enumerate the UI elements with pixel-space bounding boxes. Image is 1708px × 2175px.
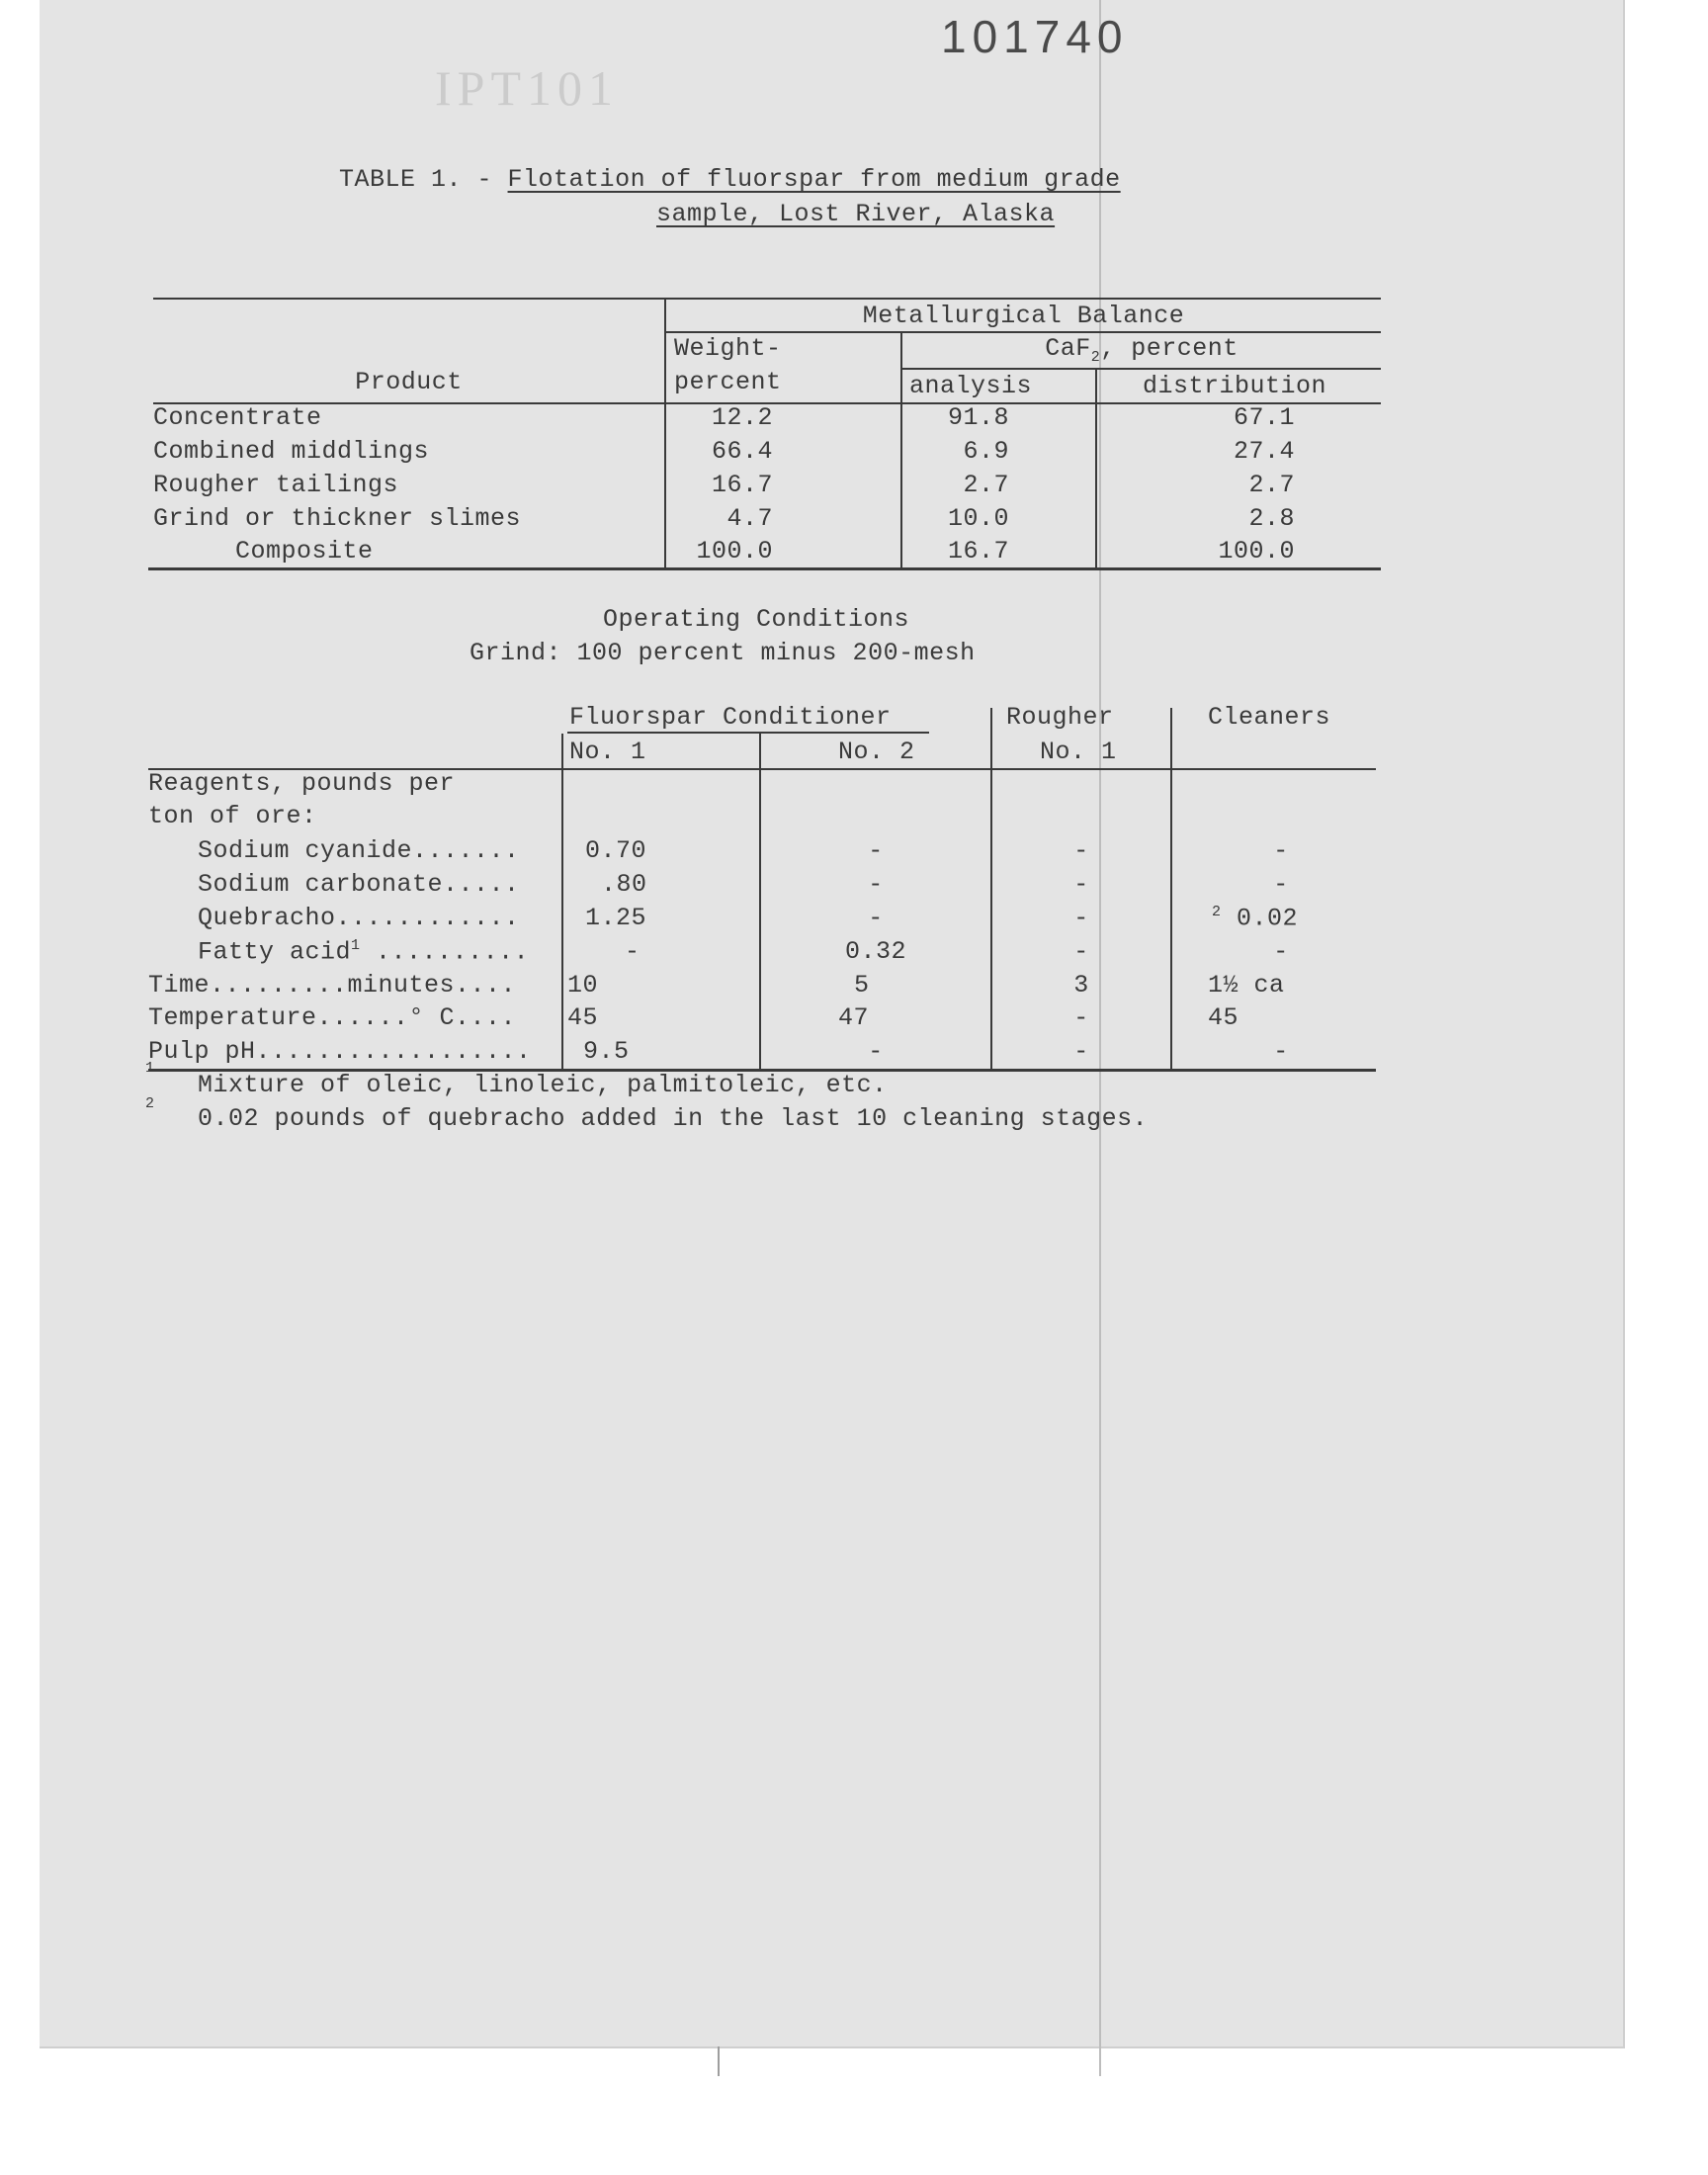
rougher-value: - bbox=[1073, 937, 1089, 966]
weight-header-line1: Weight- bbox=[674, 334, 782, 363]
rougher-value: - bbox=[1073, 1037, 1089, 1066]
rougher-value: - bbox=[1073, 870, 1089, 899]
fluorspar-conditioner-header: Fluorspar Conditioner bbox=[569, 703, 892, 732]
weight-value: 66.4 bbox=[711, 437, 773, 466]
weight-value: 16.7 bbox=[711, 471, 773, 499]
bleed-through-text: IPT101 bbox=[435, 60, 619, 116]
product-name: Composite bbox=[235, 537, 374, 566]
table-title bbox=[339, 165, 1121, 194]
cleaners-value: 45 bbox=[1208, 1003, 1239, 1032]
conditioner-no1-header: No. 1 bbox=[569, 738, 646, 766]
operating-conditions-heading: Operating Conditions bbox=[602, 605, 910, 634]
conditioner-no2-value: 47 bbox=[838, 1003, 870, 1032]
row-label: Fatty acid$^1$ .......... bbox=[198, 937, 530, 967]
weight-value: 12.2 bbox=[711, 403, 773, 432]
distribution-value: 100.0 bbox=[1218, 537, 1295, 566]
conditioner-no2-value: - bbox=[868, 904, 884, 932]
conditioner-no2-value: - bbox=[868, 870, 884, 899]
analysis-value: 6.9 bbox=[963, 437, 1009, 466]
conditioner-no1-value: 10 bbox=[567, 971, 599, 1000]
conditioner-no1-value: 9.5 bbox=[583, 1037, 630, 1066]
product-name: Concentrate bbox=[153, 403, 322, 432]
conditioner-no2-value: - bbox=[868, 836, 884, 865]
distribution-value: 2.8 bbox=[1248, 504, 1295, 533]
weight-value: 100.0 bbox=[696, 537, 773, 566]
table-title-line2: sample, Lost River, Alaska bbox=[656, 200, 1056, 228]
rougher-value: - bbox=[1073, 904, 1089, 932]
footnote-ref: 2 bbox=[1212, 904, 1222, 920]
grind-line: Grind: 100 percent minus 200-mesh bbox=[470, 639, 976, 667]
document-number-stamp: 101740 bbox=[941, 11, 1129, 62]
rougher-no1-header: No. 1 bbox=[1040, 738, 1117, 766]
table-label: TABLE 1. - bbox=[339, 165, 493, 194]
reagents-label-line2: ton of ore: bbox=[148, 802, 317, 830]
row-label: Pulp pH.................. bbox=[148, 1037, 532, 1066]
cleaners-value: - bbox=[1273, 1037, 1289, 1066]
footnote-mark: 2 bbox=[145, 1095, 155, 1112]
conditioner-no2-value: - bbox=[868, 1037, 884, 1066]
row-label: Time.........minutes.... bbox=[148, 971, 517, 1000]
cleaners-value: 1½ ca bbox=[1208, 971, 1285, 1000]
weight-header-line2: percent bbox=[674, 368, 782, 396]
cleaners-value: - bbox=[1273, 937, 1289, 966]
conditioner-no1-value: 45 bbox=[567, 1003, 599, 1032]
conditioner-no1-value: - bbox=[625, 937, 640, 966]
caf2-header: CaF$_2$, percent bbox=[1045, 334, 1238, 366]
product-name: Rougher tailings bbox=[153, 471, 399, 499]
distribution-header: distribution bbox=[1143, 372, 1327, 400]
row-label: Sodium carbonate..... bbox=[198, 870, 520, 899]
rougher-value: - bbox=[1073, 1003, 1089, 1032]
distribution-value: 67.1 bbox=[1233, 403, 1295, 432]
rougher-value: 3 bbox=[1073, 971, 1089, 1000]
analysis-value: 16.7 bbox=[947, 537, 1009, 566]
cleaners-value: - bbox=[1273, 870, 1289, 899]
cleaners-value: $^2$ 0.02 bbox=[1212, 904, 1299, 933]
analysis-value: 2.7 bbox=[963, 471, 1009, 499]
metallurgical-balance-header: Metallurgical Balance bbox=[862, 302, 1185, 330]
footnote-mark: 1 bbox=[145, 1060, 155, 1077]
conditioner-no2-value: 5 bbox=[854, 971, 870, 1000]
row-label: Temperature......° C.... bbox=[148, 1003, 517, 1032]
distribution-value: 2.7 bbox=[1248, 471, 1295, 499]
reagents-label-line1: Reagents, pounds per bbox=[148, 769, 456, 798]
conditioner-no1-value: .80 bbox=[601, 870, 647, 899]
rougher-value: - bbox=[1073, 836, 1089, 865]
product-header: Product bbox=[355, 368, 463, 396]
analysis-header: analysis bbox=[909, 372, 1033, 400]
cleaners-value: - bbox=[1273, 836, 1289, 865]
conditioner-no1-value: 1.25 bbox=[585, 904, 647, 932]
conditioner-no2-value: 0.32 bbox=[844, 937, 906, 966]
conditioner-no1-value: 0.70 bbox=[585, 836, 647, 865]
rougher-header: Rougher bbox=[1006, 703, 1114, 732]
row-label: Sodium cyanide....... bbox=[198, 836, 520, 865]
weight-value: 4.7 bbox=[726, 504, 773, 533]
footnote-text: Mixture of oleic, linoleic, palmitoleic, etc. bbox=[198, 1071, 888, 1099]
table-title-line1: Flotation of fluorspar from medium grade bbox=[507, 165, 1121, 194]
cleaners-header: Cleaners bbox=[1208, 703, 1331, 732]
conditioner-no2-header: No. 2 bbox=[838, 738, 915, 766]
distribution-value: 27.4 bbox=[1233, 437, 1295, 466]
analysis-value: 10.0 bbox=[947, 504, 1009, 533]
scan-edge-mark bbox=[718, 2046, 720, 2076]
footnote-ref: 1 bbox=[351, 937, 361, 954]
analysis-value: 91.8 bbox=[947, 403, 1009, 432]
row-label: Quebracho............ bbox=[198, 904, 520, 932]
product-name: Grind or thickner slimes bbox=[153, 504, 522, 533]
footnote-text: 0.02 pounds of quebracho added in the last 10 cleaning stages. bbox=[198, 1104, 1149, 1133]
product-name: Combined middlings bbox=[153, 437, 430, 466]
